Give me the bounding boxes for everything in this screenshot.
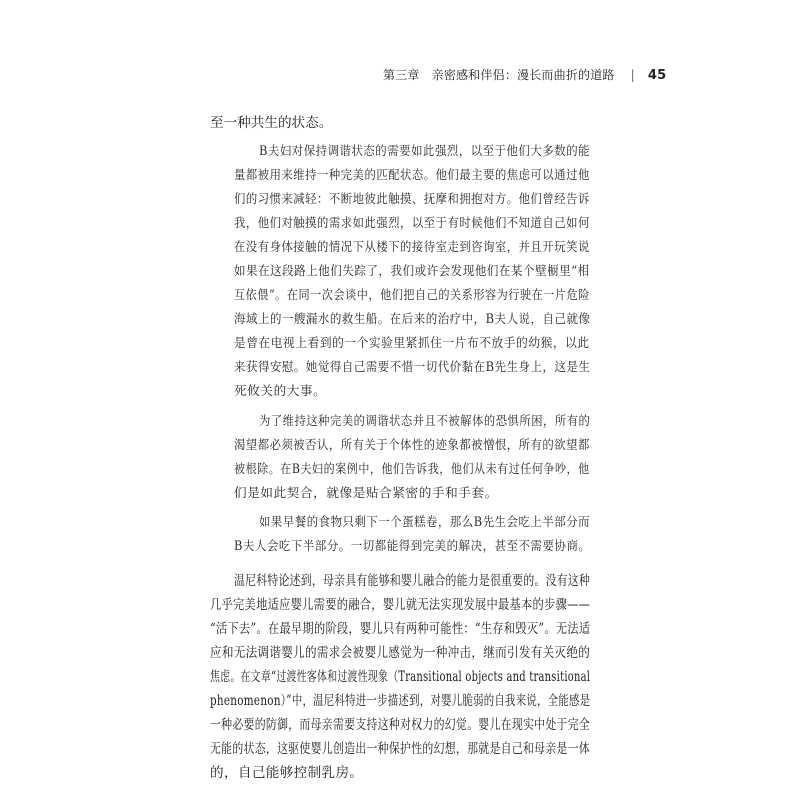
text-line: 为了维持这种完美的调谐状态并且不被解体的恐惧所困，所有的 bbox=[259, 413, 591, 428]
text-line: 们的习惯来减轻：不断地彼此触摸、抚摩和拥抱对方。他们曾经告诉 bbox=[234, 191, 590, 206]
text-line: 互依偎”。在同一次会谈中，他们把自己的关系形容为行驶在一片危险 bbox=[234, 287, 590, 302]
text-line: 应和无法调谐婴儿的需求会被婴儿感觉为一种冲击，继而引发有关灭绝的 bbox=[210, 645, 591, 661]
text-line: 渴望都必须被否认，所有关于个体性的迹象都被憎恨，所有的欲望都 bbox=[234, 437, 590, 452]
text-line: 们是如此契合，就像是贴合紧密的手和手套。 bbox=[234, 485, 498, 500]
text-line: 温尼科特论述到，母亲具有能够和婴儿融合的能力是很重要的。没有这种 bbox=[234, 573, 591, 589]
text-line: 是曾在电视上看到的一个实验里紧抓住一片布不放手的幼猴，以此 bbox=[234, 335, 590, 350]
text-line: 一种必要的防御，而母亲需要支持这种对权力的幻觉。婴儿在现实中处于完全 bbox=[210, 717, 591, 733]
text-line: 死攸关的大事。 bbox=[234, 383, 327, 398]
text-line: 至一种共生的状态。 bbox=[210, 115, 333, 131]
running-header bbox=[383, 66, 666, 83]
text-line: 量都被用来维持一种完美的匹配状态。他们最主要的焦虑可以通过他 bbox=[234, 167, 590, 182]
text-line: 被根除。在B夫妇的案例中，他们告诉我，他们从未有过任何争吵，他 bbox=[234, 461, 590, 476]
text-line: B夫妇对保持调谐状态的需要如此强烈，以至于他们大多数的能 bbox=[259, 143, 591, 158]
text-line: B夫人会吃下半部分。一切都能得到完美的解决，甚至不需要协商。 bbox=[234, 538, 591, 553]
text-line: 如果早餐的食物只剩下一个蛋糕卷，那么B先生会吃上半部分而 bbox=[259, 514, 591, 529]
text-line: 来获得安慰。她觉得自己需要不惜一切代价黏在B先生身上，这是生 bbox=[234, 359, 591, 374]
header-separator: | bbox=[630, 68, 635, 82]
text-line: phenomenon）”中，温尼科特进一步描述到，对婴儿脆弱的自我来说，全能感是 bbox=[210, 693, 591, 709]
text-line: 的，自己能够控制乳房。 bbox=[210, 765, 364, 781]
page-number: 45 bbox=[647, 68, 667, 83]
text-line: 如果在这段路上他们失踪了，我们或许会发现他们在某个壁橱里“相 bbox=[234, 263, 590, 278]
chapter-title: 亲密感和伴侣：漫长而曲折的道路 bbox=[431, 68, 615, 82]
text-line: “活下去”。在最早期的阶段，婴儿只有两种可能性：“生存和毁灭”。无法适 bbox=[210, 621, 591, 637]
text-line: 焦虑。在文章“过渡性客体和过渡性现象（Transitional objects and transitional bbox=[210, 669, 591, 685]
text-line: 我，他们对触摸的需求如此强烈，以至于有时候他们不知道自己如何 bbox=[234, 215, 590, 230]
text-line: 几乎完美地适应婴儿需要的融合，婴儿就无法实现发展中最基本的步骤—— bbox=[210, 597, 591, 613]
text-line: 海域上的一艘漏水的救生船。在后来的治疗中，B夫人说，自己就像 bbox=[234, 311, 591, 326]
text-line: 无能的状态，这驱使婴儿创造出一种保护性的幻想，那就是自己和母亲是一体 bbox=[210, 741, 591, 757]
text-line: 在没有身体接触的情况下从楼下的接待室走到咨询室，并且开玩笑说 bbox=[234, 239, 590, 254]
chapter-label: 第三章 bbox=[383, 68, 420, 82]
